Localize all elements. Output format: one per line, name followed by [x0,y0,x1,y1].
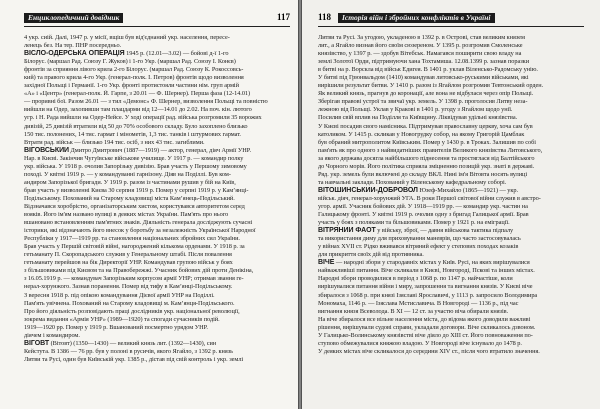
line-text: Подільському. Похований на Старому кладовищі міста Камʼянець-Подільський. [24,194,235,202]
text-line [24,283,290,291]
line-text: Зберігав правові устрої та звичаї укр. земель. У 1398 р. проголосив Литву неза- [318,98,528,106]
text-line [318,267,584,275]
line-text: Нар. в Києві. Закінчив Чугуївське військове училище. У 1917 р. — командир полку [24,154,244,162]
text-line [24,171,290,179]
entry-heading-line [318,227,584,235]
text-line [24,123,290,131]
text-line [318,235,584,243]
text-line [318,50,584,58]
line-text: 150 тис. полонених, 14 тис. гармат і мінометів, 1,3 тис. танків і штурмових гармат. [24,130,241,138]
line-text: пам'ять як про одного з найвидатніших правителів Великого князівства Литовського, [318,146,543,154]
text-line [24,42,290,50]
line-text: Ряд. укр. земель були включені до складу ВКЛ. Нині ім'я Вітовта носять вулиці [318,170,528,178]
running-header: Енциклопедичний довідник [24,13,123,23]
line-text: — народні збори у стародавніх містах у Київ. Русі, на яких вирішувалися [334,259,530,267]
line-text: вирішувалися питання війни і миру, запрошення та вигнання князів. У Києві віче [318,283,533,291]
page-number: 118 [318,12,332,22]
line-text: Брав участь у Першій світовій війні, нагороджений кількома орденами. У 1918 р. за [24,243,245,251]
text-line [24,187,290,195]
text-line [24,251,290,259]
text-line [318,211,584,219]
text-line [318,34,584,42]
text-line [24,267,290,275]
line-text: Як великий князь, прагнув до коронації, але вона не відбулася через опір Польщі. [318,90,534,98]
text-line [24,106,290,114]
line-text: 1945 р. (12.01—3.02) — бойові д-ї 1-го [124,50,229,58]
line-text: зокрема видання «Армія УНР» (1989—1920) та спогади сучасників подій. [24,315,220,323]
text-line [24,179,290,187]
text-line [24,308,290,316]
line-text: з більшовиками під Києвом та на Правобережжі. Учасник бойових дій проти Денікіна, [24,267,254,275]
text-line [24,163,290,171]
text-line [24,90,290,98]
line-text: вояків. Його ім'ям названо вулиці в деяких містах України. Пам'ять про нього [24,211,229,219]
line-text: для прикриття своїх дій від противника. [318,251,424,259]
line-text: лит., а Ягайло визнав його своїм сюзереном. У 1395 р. розгромив Смоленське [318,42,523,50]
line-text: участь у боях з поляками та більшовиками. Помер у 1921 р. на еміграції. [318,219,510,227]
entry-heading: ВІГОВТ [24,339,50,347]
line-text: у війську, зброї, — давня військова тактика підпалу [375,227,514,235]
text-line [318,58,584,66]
text-line [318,195,584,203]
text-line [24,332,290,340]
text-line [24,259,290,267]
line-text: 1919—1920 рр. Помер у 1919 р. Вшанований посмертно урядом УНР. [24,323,208,331]
line-text: Пам'ять увічнена. Похований на Старому кладовищі м. Камʼянця-Подільського. [24,299,235,307]
line-text: та навчальні заклади. Похований у Віленському кафедральному соборі. [318,178,507,186]
text-line [24,211,290,219]
text-line [318,155,584,163]
text-line [24,316,290,324]
running-header: Історія війн і збройних конфліктів в Україні [338,13,495,23]
text-line [318,171,584,179]
text-line [24,98,290,106]
line-text: Литви та Русі, один був Київській укр. 1385 р., дістав під свій контроль і укр. землі [24,355,244,363]
text-line [318,219,584,227]
entry-heading-line [318,259,584,267]
line-text: нерал-хорунжого. Зазнав поранення. Помер від тифу в Камʼянці-Подільському. [24,283,233,291]
line-text: У Києві посадив свого намісника. Підтримував православну церкву, хоча сам був [318,122,533,130]
line-text: діячем і командиром. [24,331,80,339]
line-text: укр. війська. У 1918 р. очолив Запорізьку дивізію. Брав участь у Першому зимовому [24,162,247,170]
line-text: військ. діяч, генерал-хорунжий УГА. В роки Першої світової війни служив в австро- [318,194,541,202]
line-text: Литви та Русі. За угодою, укладеною в 1392 р. в Острові, став великим князем [318,34,525,41]
line-text: західної Польщі і Германії. 1-го Укр. фронті протистояли частини нім. груп армій [24,82,239,90]
line-text: ступово обмежувалися княжою владою. У Новгороді віче існувало до 1478 р. [318,339,522,347]
text-line [318,283,584,291]
line-text: рішення, вирішували судові справи, укладали договори. Віче скликалось дзвоном. [318,323,536,331]
line-text: збиралося з 1068 р. при князі Ізяславі Ярославичі, у 1113 р. запросило Володимира [318,291,538,299]
line-text: дивізій, 25 дивізій втратили від 50 до 70% особового складу. Було захоплено близько [24,122,248,130]
text-line [318,300,584,308]
text-line [318,308,584,316]
text-line [24,139,290,147]
page-text [318,34,584,405]
text-line [318,139,584,147]
line-text: угор. армії. Учасник бойових дій. У 1918—1919 рр. — командир укр. частин на [318,202,528,210]
entry-heading-line [24,340,290,348]
line-text: був обраний митрополитом Київським. Помер у 1430 р. в Троках. Залишив по собі [318,138,537,146]
entry-heading: ВІТОШИНСЬКИЙ-ДОБРОВОЛ [318,186,418,194]
text-line [24,66,290,74]
line-text: Втрати рад. військ — близько 194 тис. осіб, з них 43 тис. загиблими. [24,138,205,146]
text-line [24,275,290,283]
text-line [318,340,584,348]
line-text: вигнання князя Всеволода. В XI — 12 ст. за участю віча обирали князів. [318,307,509,315]
text-line [24,82,290,90]
text-line [318,66,584,74]
text-line [318,131,584,139]
line-text: найважливіші питання. Віче скликали в Києві, Новгороді, Пскові та інших містах. [318,267,535,275]
text-line [318,123,584,131]
line-text: Білорус. (маршал Рад. Союзу Г. Жуков) і 1-го Укр. (маршал Рад. Союзу І. Конєв) [24,58,236,66]
line-text: гетьманату перейшов на бік Директорії УНР. Командував групою військ у боях [24,259,233,267]
text-line [318,316,584,324]
text-line [318,114,584,122]
line-text: князівство, у 1397 р. — здобув Вітебськ. Намагався поширити свою владу на [318,50,522,58]
line-text: лежною від Польщі. Уклав у Кракові в 1401 р. угоду з Ягайлом щодо унії. [318,106,513,114]
line-text: — проривні бої. Разом 26.01 — з тил «Демонс» Ф. Шернер, визволення Польщі та повністю [24,98,268,106]
text-line [24,131,290,139]
text-line [318,98,584,106]
entry-heading: ВІСЛО-ОДЕРСЬКА ОПЕРАЦІЯ [24,50,125,58]
left-page [0,0,298,409]
text-line [318,90,584,98]
line-text: З вересня 1918 р. під опікою командування Дієвої армії УНР на Поділлі. [24,291,215,299]
page-number: 117 [276,12,290,22]
line-text: землі Золотої Орди, підтримуючи хана Тохтамиша. 12.08.1399 р. зазнав поразки [318,58,530,66]
text-line [24,58,290,66]
text-line [318,106,584,114]
line-text: у війнах XVII ст. Рідко вживався вітряний ефект у степових походах козаків [318,243,519,251]
line-text: за якого держава досягла найбільшого піднесення та простяглася від Балтійського [318,154,535,162]
text-line [318,348,584,356]
text-line [24,300,290,308]
entry-heading: ВІГОВСЬКИЙ [24,146,70,154]
line-text: На віче збиралося все вільне населення міста, до відома якого доводили важливі [318,315,531,323]
text-line [318,82,584,90]
header-rule [24,26,290,27]
line-text: У деяких містах віче скликалося до середини XIV ст., після чого втратило значення. [318,347,540,355]
line-text: кий) та правого крила 4-го Укр. (генерал-полк. І. Петров) фронтів щодо визволення [24,74,244,82]
entry-heading-line [24,50,290,58]
line-text: вийшли на Одер, захопивши там плацдарми від 12—14.01 до 2.02. На поч. кін. лютого [24,106,252,114]
entry-heading-line [24,147,290,155]
right-page [302,0,600,409]
line-text: андиром Запорізької бригади. У 1919 р. разом із частинами рушив у бій на Київ, [24,178,236,186]
text-line [24,155,290,163]
line-text: Республіки у 1917—1919 рр. та становлення національних збройних сил України. [24,235,240,243]
text-line [24,195,290,203]
text-line [24,324,290,332]
text-line [24,34,290,42]
line-text: Юзеф-Михайло (1865—1921) — укр. [417,186,519,194]
line-text: до Чорного морів. Його політика сприяла зміцненню позицій укр. знаті в державі. [318,162,535,170]
line-text: вирішили результат битви. У 1410 р. разом із Ягайлом розгромив Тевтонський орден. [318,82,544,90]
text-line [24,74,290,82]
text-line [318,324,584,332]
line-text: з 16.05.1919 р. — командувач Запорізьким корпусом армії УНР; отримав звання ге- [24,275,244,283]
line-text: Про його діяльність розповідають праці дослідників укр. національної революції, [24,307,240,315]
text-line [318,179,584,187]
text-line [318,243,584,251]
text-line [318,292,584,300]
text-line [318,74,584,82]
header-rule [318,26,584,27]
line-text: та використання диму для приховування маневрів, що часто застосовувалась [318,235,521,243]
line-text: (Вітовт) (1350—1430) — великий князь лит. (1392—1430), син [49,339,217,347]
entry-heading: ВІТРЯНИЙ ФАОТ [318,227,376,235]
text-line [318,147,584,155]
line-text: У битві під Грюнвальдом (1410) командував литовсько-руськими військами, які [318,74,529,82]
line-text: 4 укр. сиій. Далі, 1947 р. у місії, вщіш був від'єднаний укр. населення, пересе- [24,34,230,41]
line-text: угр. і Н. Рада вийшли на Одер-Нейсе. У ході операції рад. війська розгромили 35 ворожих [24,114,262,122]
text-line [318,163,584,171]
text-line [318,42,584,50]
line-text: Відзначався хоробрістю, організаторським хистом, користувався авторитетом серед [24,202,245,210]
line-text: історики, які відзначають його внесок у боротьбу за незалежність Української Народної [24,227,256,235]
text-line [318,251,584,259]
text-line [24,243,290,251]
entry-heading: ВІЧЕ [318,259,335,267]
line-text: ленець без. На тер. ПНР посередньо. [24,42,122,50]
text-line [24,292,290,300]
text-line [24,348,290,356]
text-line [24,227,290,235]
line-text: Дмитро Дмитрович (1887—1919) — актор, генерал, діяч Армії УНР. [69,146,251,154]
text-line [24,235,290,243]
text-line [318,203,584,211]
line-text: Галицькому фронті. У квітні 1919 р. очолив одну з бригад Галицької армії. Брав [318,211,529,219]
line-text: фронтів за сприяння лівого крила 2-го Білорус. (маршал Рад. Союзу К. Рокоссовсь- [24,66,244,74]
entry-heading-line [318,187,584,195]
text-line [24,356,290,364]
page-text [24,34,290,405]
text-line [24,114,290,122]
text-line [318,275,584,283]
line-text: поході. У квітні 1919 р. — у командуванні гарнізону. Діяв на Поділлі. Був ком- [24,170,231,178]
line-text: Народні збори проводилися в період з 1068 р. по 1147 р. найчастіше, коли [318,275,513,283]
line-text: брав участь у визволенні Києва 30 серпня 1919 р. Помер у серпні 1919 р. у Камʼянці- [24,186,249,194]
text-line [318,332,584,340]
line-text: вшановано встановленням пам'ятних знаків. Діяльність генерала досліджують сучасні [24,219,253,227]
text-line [24,203,290,211]
text-line [24,219,290,227]
line-text: католиком. У 1415 р. скликав у Новогрудку собор, на якому Григорій Цамблак [318,130,525,138]
line-text: «А» і «Центр» (генерал-полк. Й. Гарпе, з 20.01 — Ф. Шернер). Перша фаза (12-14.01) [24,90,251,98]
line-text: Кейстута. В 1386 — 76 рр. був у полоні в русичів, якого Ягайло, з 1392 р. князь [24,347,233,355]
line-text: У Галицько-Волинському князівстві віче діяло до XIII ст. Його повноваження по- [318,331,533,339]
line-text: Мономаха, 1146 р. — Ізяслава Мстиславича. В Новгороді — 1136 р., під час [318,299,519,307]
line-text: в битві на р. Ворскла від військ Едигея. В 1401 р. уклав Віленсько-Радомську унію. [318,66,538,74]
line-text: Посилив свій вплив на Поділля та Київщину. Ліквідував удільні князівства. [318,114,518,122]
line-text: гетьманату П. Скоропадського служив у Генеральному штабі. Після повалення [24,251,232,259]
